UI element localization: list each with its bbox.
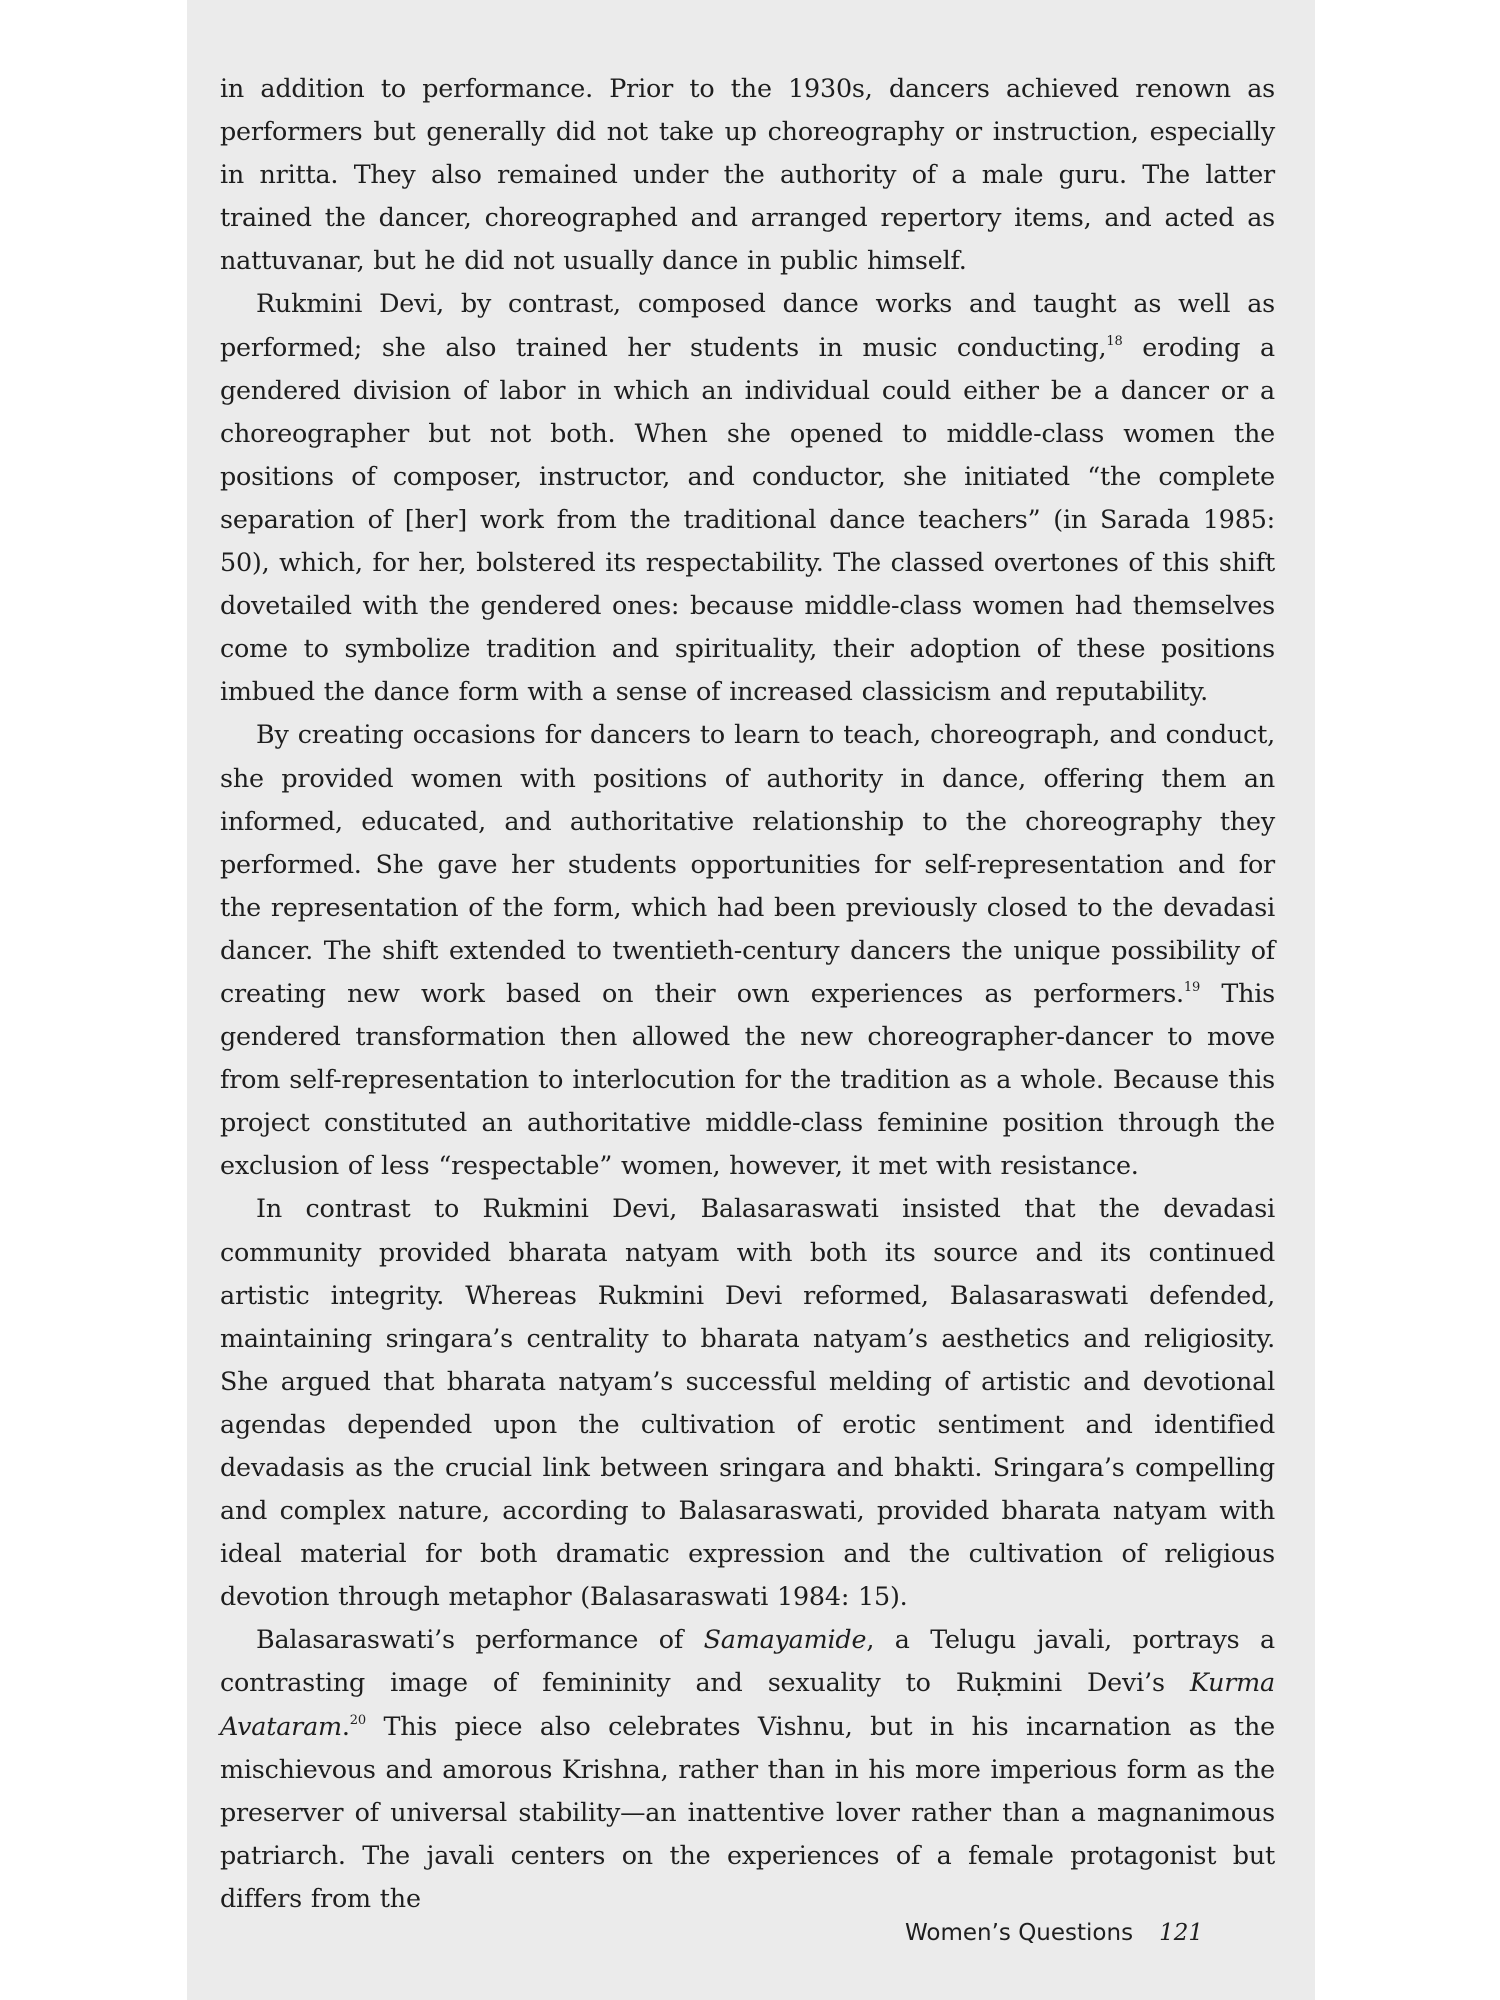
page-number: 121 — [1159, 1920, 1203, 1946]
running-head: Women’s Questions — [905, 1920, 1134, 1946]
text-run: Balasaraswati’s performance of — [256, 1624, 704, 1655]
footnote-ref: 18 — [1106, 333, 1123, 349]
footnote-ref: 20 — [349, 1712, 366, 1728]
text-run: , a Telugu javali, portrays a contrasting image of femininity and sexuality to Ruḳmini Devi’s — [220, 1624, 1275, 1698]
page-footer — [905, 1918, 1225, 1948]
paragraph — [220, 1618, 1275, 1920]
paragraph — [220, 67, 1275, 282]
text-run: Rukmini Devi, by contrast, composed dance works and taught as well as performed; she also trained her students in music conducting, — [220, 288, 1275, 362]
text-run: . — [341, 1710, 350, 1741]
text-run: This gendered transformation then allowed the new choreographer-dancer to move from self-representation to interlocution for the tradition as a whole. Because this project constituted an authoritative middle-class feminine position through the exclusion of less “respectable” women, however, it met with resistance. — [220, 977, 1276, 1181]
paragraph — [220, 713, 1275, 1187]
text-column — [220, 67, 1275, 1920]
footnote-ref: 19 — [1183, 979, 1201, 995]
work-title: Kurma Avataram — [220, 1667, 1275, 1741]
text-run: This piece also celebrates Vishnu, but in his incarnation as the mischievous and amorous Krishna, rather than in his more imperious form as the preserver of universal stability—an inattentive lover rather than a magnanimous patriarch. The javali centers on the experiences of a female protagonist but differs from the — [220, 1710, 1275, 1913]
text-run: By creating occasions for dancers to learn to teach, choreograph, and conduct, she provided women with positions of authority in dance, offering them an informed, educated, and authoritative relationship to the choreography they performed. She gave her students opportunities for self-representation and for the representation of the form, which had been previously closed to the devadasi dancer. The shift extended to twentieth-century dancers the unique possibility of creating new work based on their own experiences as performers. — [220, 719, 1275, 1008]
text-run: in addition to performance. Prior to the 1930s, dancers achieved renown as performers but generally did not take up choreography or instruction, especially in nritta. They also remained under the authority of a male guru. The latter trained the dancer, choreographed and arranged repertory items, and acted as nattuvanar, but he did not usually dance in public himself. — [220, 73, 1275, 276]
text-run: eroding a gendered division of labor in which an individual could either be a dancer or a choreographer but not both. When she opened to middle-class women the positions of composer, instructor, and conductor, she initiated “the complete separation of [her] work from the traditional dance teachers” (in Sarada 1985: 50), which, for her, bolstered its respectability. The classed overtones of this shift dovetailed with the gendered ones: because middle-class women had themselves come to symbolize tradition and spirituality, their adoption of these positions imbued the dance form with a sense of increased classicism and reputability. — [220, 331, 1275, 707]
paragraph — [220, 282, 1275, 713]
paragraph — [220, 1187, 1275, 1618]
text-run: In contrast to Rukmini Devi, Balasaraswati insisted that the devadasi community provided bharata natyam with both its source and its continued artistic integrity. Whereas Rukmini Devi reformed, Balasaraswati defended, maintaining sringara’s centrality to bharata natyam’s aesthetics and religiosity. She argued that bharata natyam’s successful melding of artistic and devotional agendas depended upon the cultivation of erotic sentiment and identified devadasis as the crucial link between sringara and bhakti. Sringara’s compelling and complex nature, according to Balasaraswati, provided bharata natyam with ideal material for both dramatic expression and the cultivation of religious devotion through metaphor (Balasaraswati 1984: 15). — [220, 1193, 1275, 1612]
work-title: Samayamide — [703, 1624, 867, 1655]
